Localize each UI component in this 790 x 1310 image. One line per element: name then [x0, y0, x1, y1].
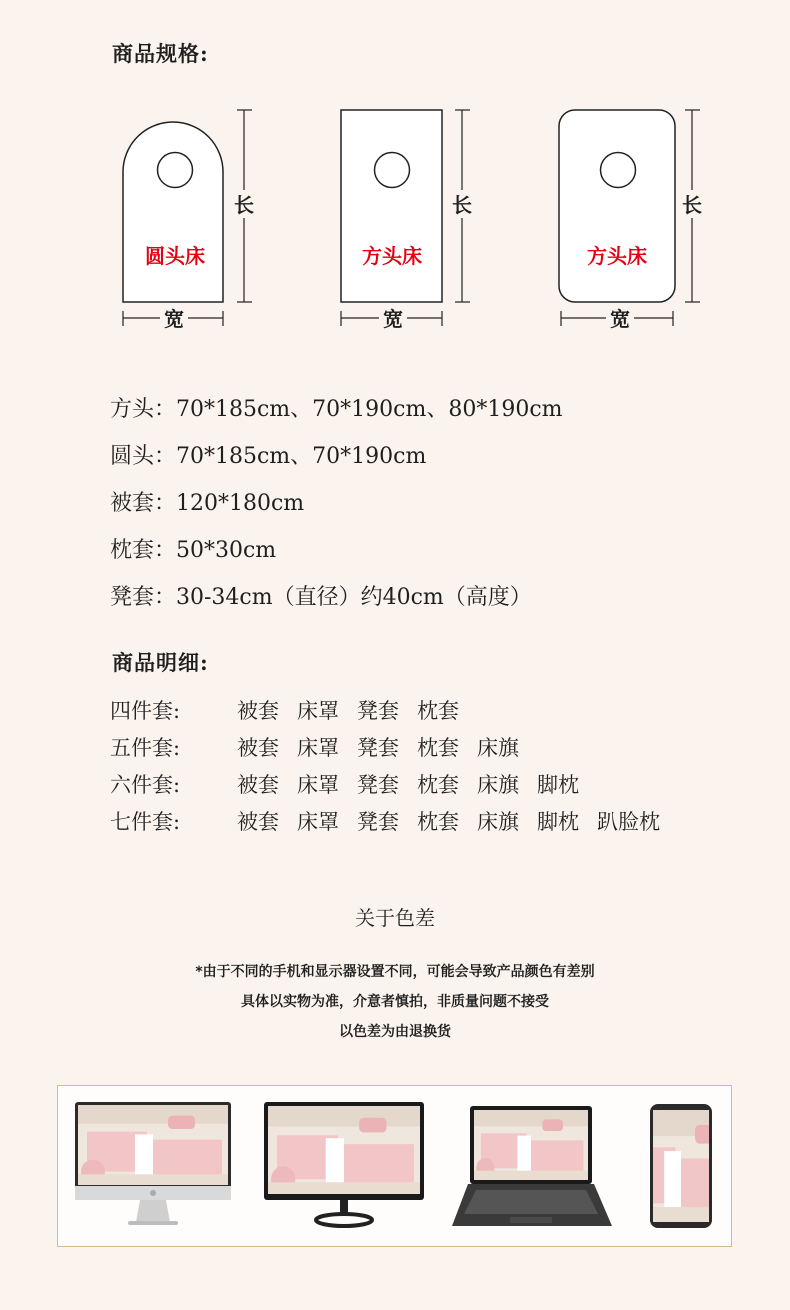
set-item: 脚枕 — [537, 810, 579, 834]
set-item: 枕套 — [417, 699, 459, 723]
size-spec-round-head: 圆头：70*185cm、70*190cm — [110, 444, 427, 469]
set-item: 被套 — [237, 773, 279, 797]
phone-icon — [611, 1104, 751, 1228]
spec-title: 商品规格: — [112, 41, 209, 66]
set-item: 凳套 — [357, 773, 399, 797]
size-spec-pillowcase: 枕套：50*30cm — [110, 538, 277, 563]
set-item: 床罩 — [297, 736, 339, 760]
size-spec-stool-cover: 凳套：30-34cm（直径）约40cm（高度） — [110, 585, 532, 610]
set-item: 床旗 — [477, 810, 519, 834]
bed-2-width-label: 宽 — [383, 307, 403, 331]
set-name: 四件套: — [110, 699, 181, 723]
set-name: 七件套: — [110, 810, 181, 834]
bed-2-length-label: 长 — [452, 193, 472, 217]
set-item: 枕套 — [417, 773, 459, 797]
color-note-line-2: 具体以实物为准，介意者慎拍，非质量问题不接受 — [241, 994, 549, 1010]
set-item: 被套 — [237, 699, 279, 723]
set-item: 被套 — [237, 810, 279, 834]
set-item: 枕套 — [417, 810, 459, 834]
set-name: 六件套: — [110, 773, 181, 797]
color-note-line-1: *由于不同的手机和显示器设置不同，可能会导致产品颜色有差别 — [195, 964, 595, 980]
color-note-title: 关于色差 — [355, 906, 435, 930]
bed-2-label: 方头床 — [362, 244, 422, 268]
bed-1-width-label: 宽 — [164, 307, 184, 331]
bed-3-width-label: 宽 — [610, 307, 630, 331]
set-item: 凳套 — [357, 810, 399, 834]
set-name: 五件套: — [110, 736, 181, 760]
set-item: 凳套 — [357, 736, 399, 760]
set-item: 趴脸枕 — [597, 810, 660, 834]
laptop-icon — [452, 1106, 612, 1226]
size-spec-duvet-cover: 被套：120*180cm — [110, 491, 305, 516]
bed-1-length-label: 长 — [234, 193, 254, 217]
size-spec-square-head: 方头：70*185cm、70*190cm、80*190cm — [110, 397, 563, 422]
set-item: 床旗 — [477, 736, 519, 760]
bed-3-label: 方头床 — [587, 244, 647, 268]
set-item: 脚枕 — [537, 773, 579, 797]
detail-title: 商品明细: — [112, 650, 209, 675]
monitor-icon — [264, 1102, 424, 1226]
color-note-line-3: 以色差为由退换货 — [339, 1024, 451, 1040]
bed-1-label: 圆头床 — [145, 244, 205, 268]
set-item: 床罩 — [297, 773, 339, 797]
set-item: 床旗 — [477, 773, 519, 797]
set-item: 床罩 — [297, 699, 339, 723]
set-item: 枕套 — [417, 736, 459, 760]
imac-icon — [75, 1102, 231, 1225]
set-item: 凳套 — [357, 699, 399, 723]
bed-3-length-label: 长 — [682, 193, 702, 217]
set-item: 床罩 — [297, 810, 339, 834]
set-item: 被套 — [237, 736, 279, 760]
